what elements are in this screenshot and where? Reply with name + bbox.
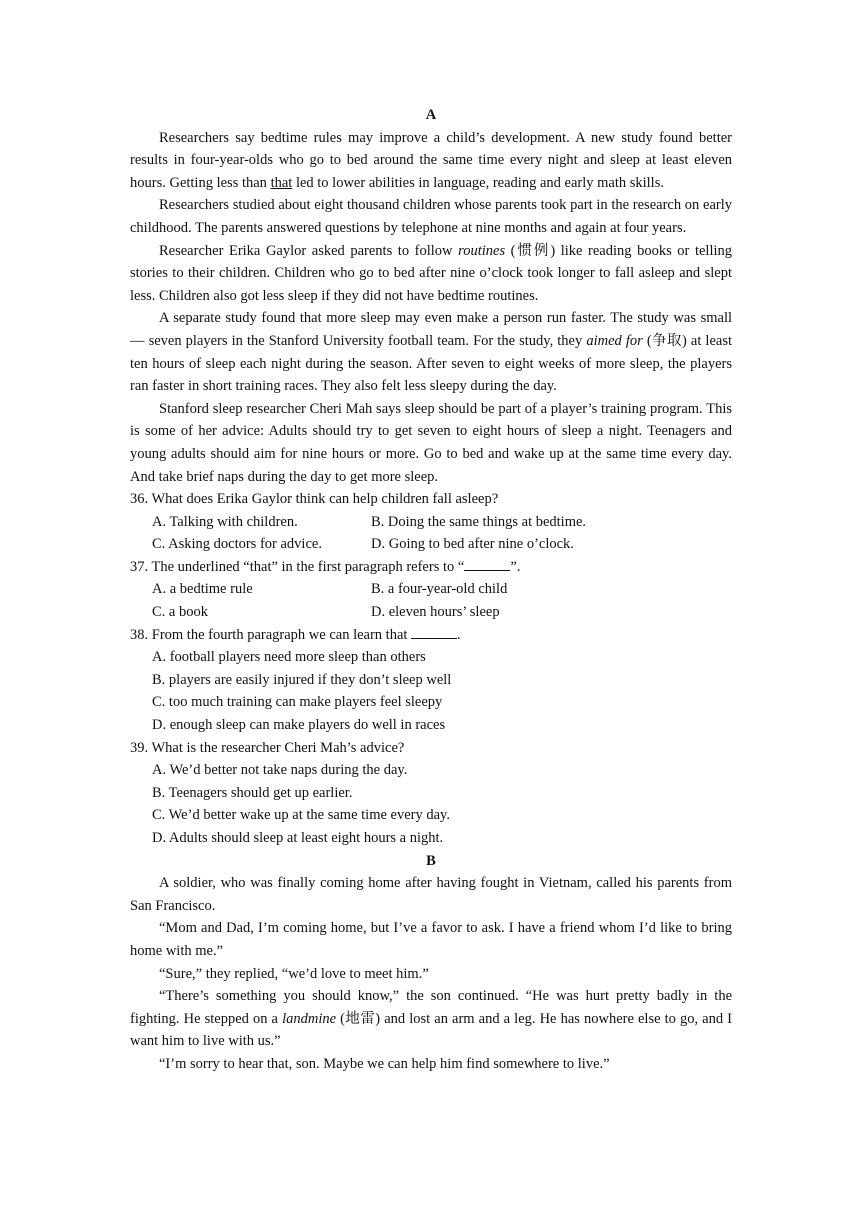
option-37-c: C. a book bbox=[152, 604, 208, 621]
answer-blank bbox=[464, 558, 510, 571]
option-37-d: D. eleven hours’ sleep bbox=[371, 604, 500, 621]
underlined-that: that bbox=[270, 174, 293, 191]
question-37-options-row1 bbox=[130, 578, 732, 601]
question-37-stem bbox=[130, 556, 732, 579]
question-39-stem: 39. What is the researcher Cheri Mah’s advice? bbox=[130, 739, 405, 756]
italic-term-aimed-for: aimed for bbox=[586, 332, 643, 349]
italic-term-landmine: landmine bbox=[282, 1010, 337, 1027]
italic-term-routines: routines bbox=[458, 242, 506, 259]
paragraph-text: led to lower abilities in language, reading and early math skills. bbox=[292, 174, 664, 191]
option-39-c: C. We’d better wake up at the same time every day. bbox=[152, 807, 450, 824]
paragraph-text: (惯例) like reading books or telling stories to their children. Children who go to bed after nine o’clock took longer to fall asleep and slept less. Children also got less sleep if they did not have bedtime routines. bbox=[130, 242, 733, 304]
option-39-b: B. Teenagers should get up earlier. bbox=[152, 784, 353, 801]
document-page bbox=[130, 104, 732, 1076]
section-title-b: B bbox=[426, 852, 436, 869]
question-text: 38. From the fourth paragraph we can learn that bbox=[130, 626, 412, 643]
option-36-c: C. Asking doctors for advice. bbox=[152, 536, 322, 553]
paragraph-a4 bbox=[130, 307, 732, 397]
paragraph-b5: “I’m sorry to hear that, son. Maybe we can help him find somewhere to live.” bbox=[159, 1055, 610, 1072]
answer-blank bbox=[411, 626, 457, 639]
option-36-a: A. Talking with children. bbox=[152, 513, 298, 530]
question-text: . bbox=[457, 626, 461, 643]
question-36-stem: 36. What does Erika Gaylor think can help children fall asleep? bbox=[130, 491, 499, 508]
option-37-a: A. a bedtime rule bbox=[152, 581, 253, 598]
question-text: ”. bbox=[510, 558, 521, 575]
option-38-b: B. players are easily injured if they don’t sleep well bbox=[152, 671, 452, 688]
question-36-options-row1 bbox=[130, 511, 732, 534]
paragraph-a2: Researchers studied about eight thousand children whose parents took part in the research on early childhood. The parents answered questions by telephone at nine months and again at four years. bbox=[130, 197, 732, 236]
paragraph-a5: Stanford sleep researcher Cheri Mah says sleep should be part of a player’s training program. This is some of her advice: Adults should try to get seven to eight hours of sleep a night. Teenagers and young adults should aim for nine hours or more. Go to bed and wake up at the same time every day. And take brief naps during the day to get more sleep. bbox=[130, 400, 732, 485]
paragraph-text: Researchers say bedtime rules may improve a child’s development. A new study found better results in four-year-olds who go to bed around the same time every night and sleep at least eleven hours. Getting less than bbox=[130, 129, 732, 191]
paragraph-a3 bbox=[130, 240, 732, 308]
paragraph-text: “There’s something you should know,” the son continued. “He was hurt pretty badly in the fighting. He stepped on a bbox=[130, 988, 732, 1027]
option-38-a: A. football players need more sleep than others bbox=[152, 649, 426, 666]
option-38-c: C. too much training can make players feel sleepy bbox=[152, 694, 443, 711]
option-36-b: B. Doing the same things at bedtime. bbox=[371, 513, 587, 530]
option-39-a: A. We’d better not take naps during the day. bbox=[152, 762, 408, 779]
paragraph-text: (争取) at least ten hours of sleep each night during the season. After seven to eight weeks of more sleep, the players ran faster in short training races. They also felt less sleepy during the day. bbox=[130, 332, 733, 395]
paragraph-b4 bbox=[130, 985, 732, 1053]
paragraph-b1: A soldier, who was finally coming home after having fought in Vietnam, called his parents from San Francisco. bbox=[130, 875, 732, 914]
question-text: 37. The underlined “that” in the first paragraph refers to “ bbox=[130, 558, 465, 575]
paragraph-a1 bbox=[130, 127, 732, 195]
paragraph-b3: “Sure,” they replied, “we’d love to meet him.” bbox=[159, 965, 429, 982]
paragraph-b2: “Mom and Dad, I’m coming home, but I’ve a favor to ask. I have a friend whom I’d like to bring home with me.” bbox=[130, 920, 732, 959]
paragraph-text: A separate study found that more sleep may even make a person run faster. The study was small — seven players in the Stanford University football team. For the study, they bbox=[130, 310, 732, 349]
question-36-options-row2 bbox=[130, 533, 732, 556]
question-37-options-row2 bbox=[130, 601, 732, 624]
option-36-d: D. Going to bed after nine o’clock. bbox=[371, 536, 574, 553]
paragraph-text: Researcher Erika Gaylor asked parents to follow bbox=[159, 242, 459, 259]
option-37-b: B. a four-year-old child bbox=[371, 581, 508, 598]
option-39-d: D. Adults should sleep at least eight hours a night. bbox=[152, 830, 444, 846]
section-title-a: A bbox=[425, 107, 437, 123]
option-38-d: D. enough sleep can make players do well in races bbox=[152, 717, 446, 734]
question-38-stem bbox=[130, 624, 732, 647]
paragraph-text: (地雷) and lost an arm and a leg. He has nowhere else to go, and I want him to live with us.” bbox=[130, 1010, 732, 1050]
